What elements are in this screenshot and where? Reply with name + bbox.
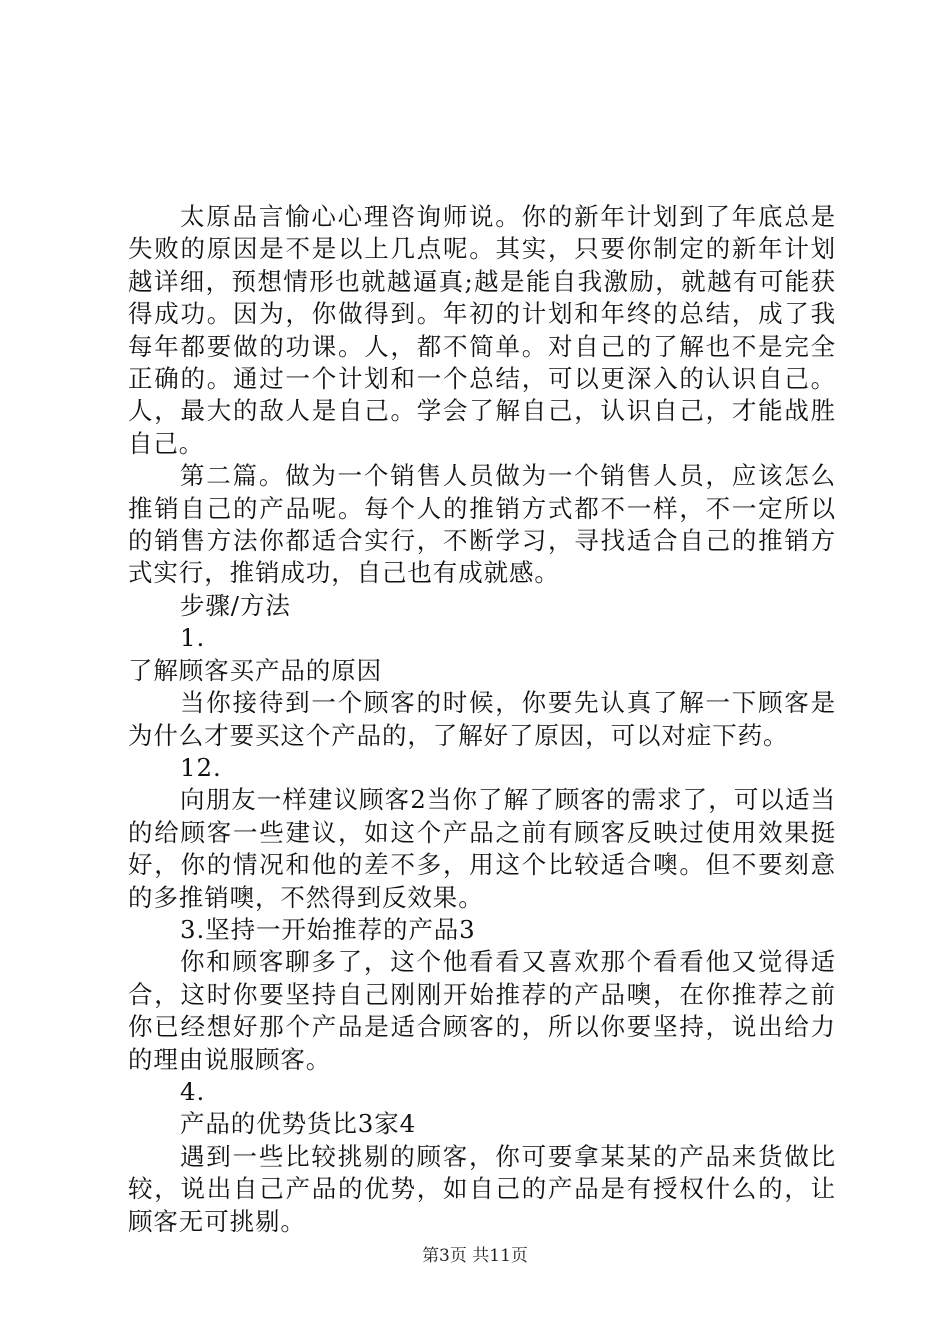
step-body-4: 遇到一些比较挑剔的顾客，你可要拿某某的产品来货做比较，说出自己产品的优势，如自己的产品是有授权什么的，让顾客无可挑剔。 [128,1141,836,1236]
step-title-1: 了解顾客买产品的原因 [128,655,382,685]
steps-heading: 步骤/方法 [180,590,291,620]
page-number: 第3页 共11页 [422,1246,528,1266]
step-body-3: 你和顾客聊多了，这个他看看又喜欢那个看看他又觉得适合，这时你要坚持自己刚刚开始推荐的产品噢，在你推荐之前你已经想好那个产品是适合顾客的，所以你要坚持，说出给力的理由说服顾客。 [128,947,836,1074]
step-number-2: 12. [180,752,222,782]
step-body-1: 当你接待到一个顾客的时候，你要先认真了解一下顾客是为什么才要买这个产品的，了解好了原因，可以对症下药。 [128,688,836,750]
paragraph-intro: 太原品言愉心心理咨询师说。你的新年计划到了年底总是失败的原因是不是以上几点呢。其实，只要你制定的新年计划越详细，预想情形也就越逼真;越是能自我激励，就越有可能获得成功。因为，你做得到。年初的计划和年终的总结，成了我每年都要做的功课。人，都不简单。对自己的了解也不是完全正确的。通过一个计划和一个总结，可以更深入的认识自己。人，最大的敌人是自己。学会了解自己，认识自己，才能战胜自己。 [128,202,836,458]
body-text [128,201,836,1238]
step-body-2: 向朋友一样建议顾客2当你了解了顾客的需求了，可以适当的给顾客一些建议，如这个产品之前有顾客反映过使用效果挺好，你的情况和他的差不多，用这个比较适合噢。但不要刻意的多推销噢，不然得到反效果。 [128,785,836,912]
step-number-1: 1. [180,623,206,653]
step-number-4: 4. [180,1076,206,1106]
paragraph-section-two: 第二篇。做为一个销售人员做为一个销售人员，应该怎么推销自己的产品呢。每个人的推销方式都不一样，不一定所以的销售方法你都适合实行，不断学习，寻找适合自己的推销方式实行，推销成功，自己也有成就感。 [128,461,836,588]
step-title-4: 产品的优势货比3家4 [180,1109,417,1139]
step-title-3: 3.坚持一开始推荐的产品3 [180,914,476,944]
